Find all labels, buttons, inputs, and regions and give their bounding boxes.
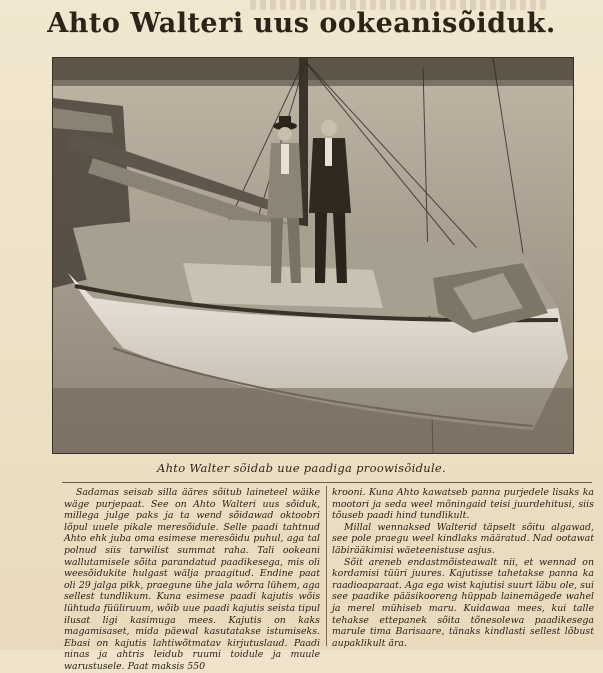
article-headline: Ahto Walteri uus ookeanisõiduk. xyxy=(47,8,556,39)
paragraph: Millal wennaksed Walterid täpselt sõitu algawad, see pole praegu weel kindlaks määratud. Nad ootawat läbirääkimisi wäeteenistuse asjus. xyxy=(332,521,594,556)
article-column-right xyxy=(332,487,594,649)
paragraph: Sadamas seisab silla ääres sõitub laineteel wäike wäge purjepaat. See on Ahto Walteri uus sõiduk, millega julge paks ja ta wend sõidawad oktoobri lõpul uuele pikale meresõidule. Selle paadi tahtnud Ahto ehk juba oma esimese meresõidu puhul, aga tal polnud siis tarwilist summat raha. Tali ookeani wallutamisele sõita parandatud paadikesega, mis oli weesõidukite hulgast wälja praagitud. Endine paat oli 29 jalga pikk, praegune ühe jala wõrra lühem, aga sellest tundlikum. Kuna esimese paadi kajutis wõis lühtuda füüliruum, wõib uue paadi kajutis seista tipul ilusat ligi kasimuga mees. Kajutis on kaks magamisaset, mida päewal kasutatakse istumiseks. Ebasi on kajutis lahtiwõtmatav kirjutuslaud. Paadi ninas ja ahtris leidub ruumi toidule ja muule warustusele. Paat maksis 550 xyxy=(64,487,320,672)
article-column-left xyxy=(64,487,320,673)
caption-rule xyxy=(62,482,592,483)
photo-caption: Ahto Walter sõidab uue paadiga proowisõidule. xyxy=(157,461,446,475)
column-divider xyxy=(326,486,327,646)
paragraph: krooni. Kuna Ahto kawatseb panna purjedele lisaks ka mootori ja seda weel mõningaid teisi juurdehitusi, siis tõuseb paadi hind tundlikult. xyxy=(332,487,594,522)
paragraph: Sõit areneb endastmõisteawalt nii, et wennad on kordamisi tüüri juures. Kajutisse tahetakse panna ka raadioaparaat. Aga ega wist kajutisi suurt läbu ole, sui see paadike pääsikooreng hüppab lainemägede wahel ja merel mühiseb maru. Kuidawaa mees, kui talle tehakse ettepanek sõita tõnesolewa paadikesega marule tima Barisaare, tänaks kindlasti sellest lõbust aupaklikult ära. xyxy=(332,556,594,649)
article-photo xyxy=(52,57,574,454)
